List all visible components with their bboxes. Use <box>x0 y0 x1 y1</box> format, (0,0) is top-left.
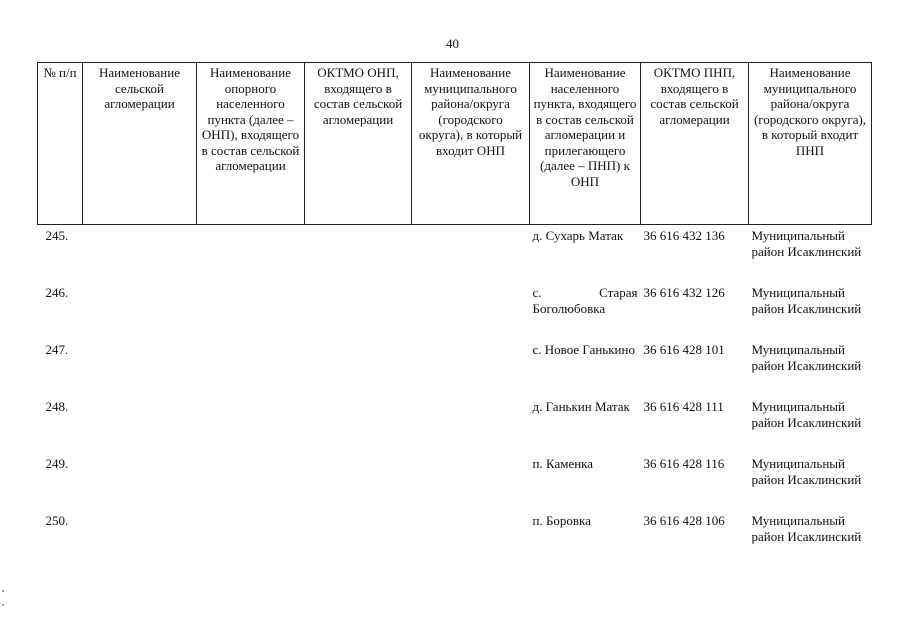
row-number: 245. <box>45 228 69 243</box>
pnp-district: Муниципальный район Исаклинский <box>751 399 862 430</box>
agglomeration-table <box>37 62 872 567</box>
table-row <box>38 396 872 453</box>
pnp-oktmo: 36 616 428 101 <box>643 342 725 357</box>
header-onp-oktmo: ОКТМО ОНП, входящего в состав сельской агломерации <box>305 63 412 225</box>
header-onp-district: Наименование муниципального района/округа (городского округа), в который входит ОНП <box>412 63 530 225</box>
table-row <box>38 282 872 339</box>
header-pnp-oktmo: ОКТМО ПНП, входящего в состав сельской агломерации <box>641 63 749 225</box>
header-pnp-name: Наименование населенного пункта, входящего в состав сельской агломерации и прилегающего (далее – ПНП) к ОНП <box>530 63 641 225</box>
header-agglomeration-name: Наименование сельской агломерации <box>83 63 197 225</box>
pnp-name: д. Ганькин Матак <box>532 399 630 414</box>
pnp-district: Муниципальный район Исаклинский <box>751 513 862 544</box>
pnp-name: с. Новое Ганькино <box>532 342 635 357</box>
page-number: 40 <box>446 36 459 51</box>
row-number: 246. <box>45 285 69 300</box>
pnp-name: п. Каменка <box>532 456 594 471</box>
scan-speck <box>2 590 4 592</box>
pnp-district: Муниципальный район Исаклинский <box>751 228 862 259</box>
table-row <box>38 510 872 567</box>
table-row <box>38 453 872 510</box>
table-row <box>38 339 872 396</box>
header-pnp-district: Наименование муниципального района/округа (городского округа), в который входит ПНП <box>749 63 872 225</box>
pnp-district: Муниципальный район Исаклинский <box>751 342 862 373</box>
pnp-oktmo: 36 616 432 126 <box>643 285 725 300</box>
table-row <box>38 225 872 283</box>
scan-speck <box>2 604 4 606</box>
pnp-name: п. Боровка <box>532 513 591 528</box>
header-number: № п/п <box>38 63 83 225</box>
pnp-oktmo: 36 616 428 106 <box>643 513 725 528</box>
row-number: 247. <box>45 342 69 357</box>
pnp-oktmo: 36 616 428 116 <box>643 456 725 471</box>
pnp-name: д. Сухарь Матак <box>532 228 624 243</box>
row-number: 250. <box>45 513 69 528</box>
header-onp-name: Наименование опорного населенного пункта (далее – ОНП), входящего в состав сельской агломерации <box>197 63 305 225</box>
pnp-oktmo: 36 616 432 136 <box>643 228 725 243</box>
table-header-row <box>38 63 872 225</box>
row-number: 248. <box>45 399 69 414</box>
pnp-name: с. Старая Боголюбовка <box>532 285 638 316</box>
pnp-district: Муниципальный район Исаклинский <box>751 456 862 487</box>
pnp-oktmo: 36 616 428 111 <box>643 399 724 414</box>
row-number: 249. <box>45 456 69 471</box>
pnp-district: Муниципальный район Исаклинский <box>751 285 862 316</box>
